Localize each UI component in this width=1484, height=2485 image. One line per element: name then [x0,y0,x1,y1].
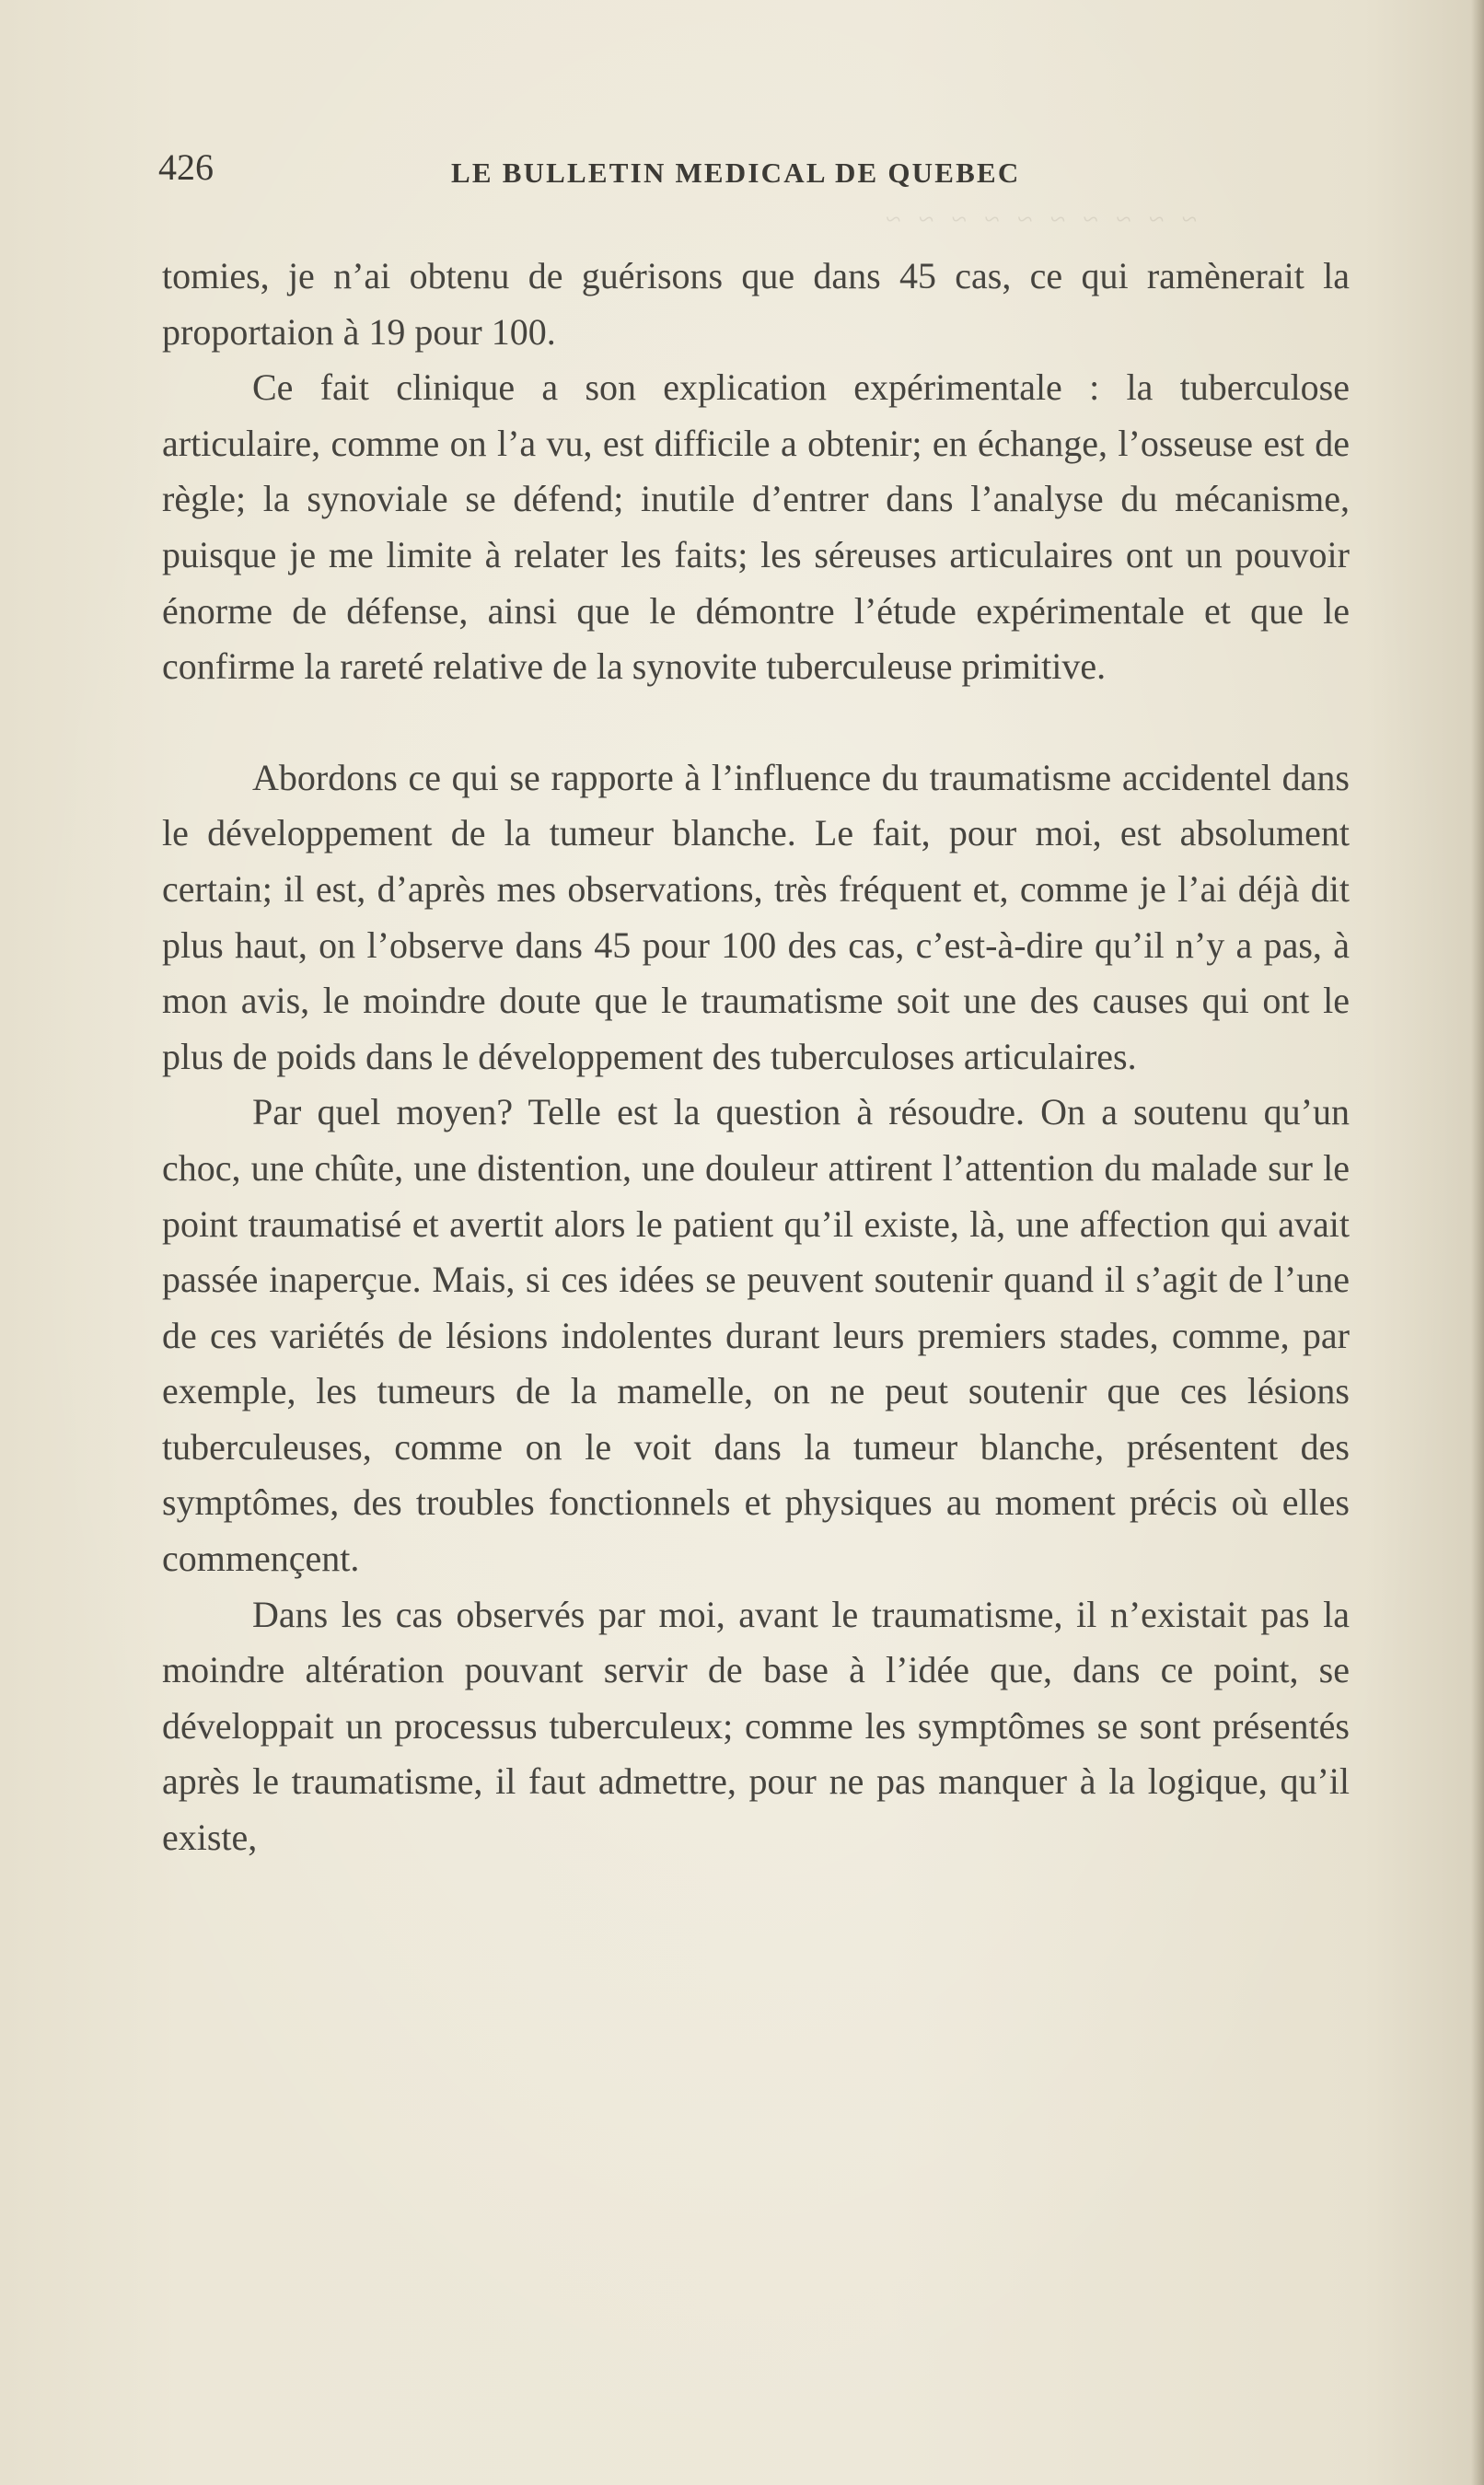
paragraph-observed-cases: Dans les cas observés par moi, avant le traumatisme, il n’existait pas la moindre altération pouvant servir de base à l’idée que, dans ce point, se développait un processus tuberculeux; comme les symptômes se sont présentés après le traumatisme, il faut admettre, pour ne pas manquer à la logique, qu’il existe, [162,1593,1350,1859]
bleed-through-decoration: ~ ~ ~ ~ ~ ~ ~ ~ ~ ~ [880,204,1197,235]
page-edge-shadow [1471,0,1484,2485]
running-title: LE BULLETIN MEDICAL DE QUEBEC [451,157,1021,189]
paragraph-mechanism-question: Par quel moyen? Telle est la question à résoudre. On a soutenu qu’un choc, une chûte, une distention, une douleur attirent l’attention du malade sur le point traumatisé et avertit alors le patient qu’il existe, là, une affection qui avait passée inaperçue. Mais, si ces idées se peuvent soutenir quand il s’agit de l’une de ces variétés de lésions indolentes durant leurs premiers stades, comme, par exemple, les tumeurs de la mamelle, on ne peut soutenir que ces lésions tuberculeuses, comme on le voit dans la tumeur blanche, présentent des symptômes, des troubles fonctionnels et physiques au moment précis où elles commençent. [162,1091,1350,1580]
paragraph-continuation: tomies, je n’ai obtenu de guérisons que dans 45 cas, ce qui ramènerait la proportaion à 19 pour 100. [162,255,1350,353]
page-number: 426 [158,146,214,188]
paragraph-clinical-fact: Ce fait clinique a son explication expérimentale : la tuberculose articulaire, comme on l’a vu, est difficile a obtenir; en échange, l’osseuse est de règle; la synoviale se défend; inutile d’entrer dans l’analyse du mécanisme, puisque je me limite à relater les faits; les séreuses articulaires ont un pouvoir énorme de défense, ainsi que le démontre l’étude expérimentale et que le confirme la rareté relative de la synovite tuberculeuse primitive. [162,366,1350,688]
paragraph-trauma-influence: Abordons ce qui se rapporte à l’influence du traumatisme accidentel dans le développement de la tumeur blanche. Le fait, pour moi, est absolument certain; il est, d’après mes observations, très fréquent et, comme je l’ai déjà dit plus haut, on l’observe dans 45 pour 100 des cas, c’est-à-dire qu’il n’y a pas, à mon avis, le moindre doute que le traumatisme soit une des causes qui ont le plus de poids dans le développement des tuberculoses articulaires. [162,756,1350,1077]
body-text [162,249,1350,1866]
